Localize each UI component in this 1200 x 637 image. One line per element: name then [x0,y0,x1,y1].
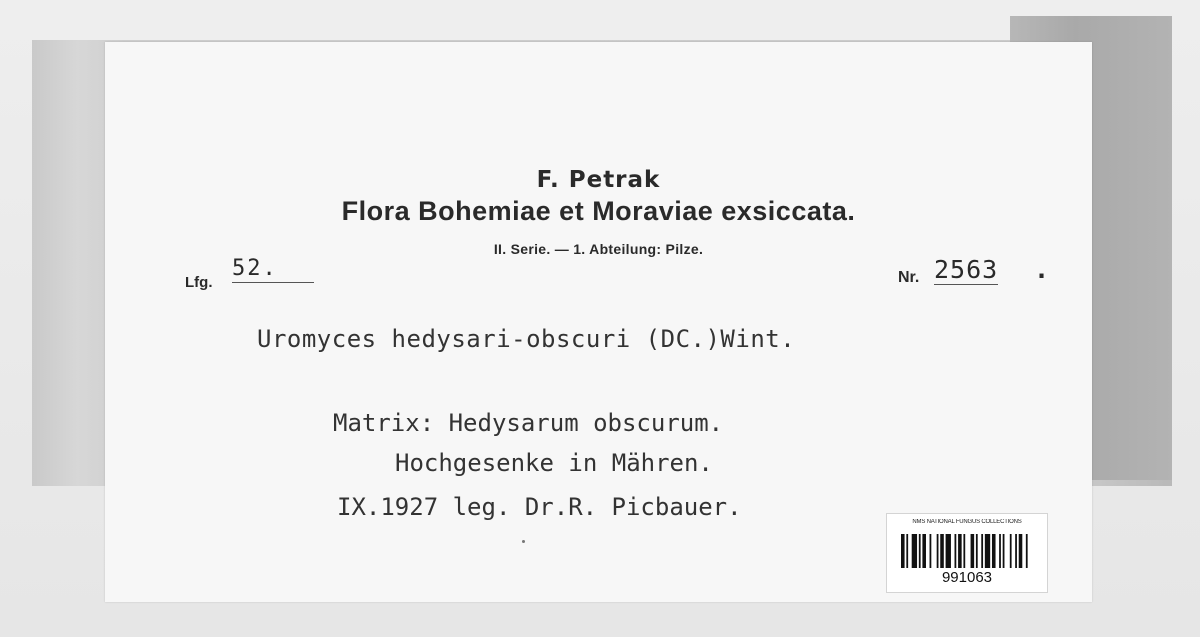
barcode-number: 991063 [941,569,993,586]
nr-value: 2563 [934,255,999,284]
lfg-label: Lfg. [185,274,213,291]
barcode-caption: NMS NATIONAL FUNGUS COLLECTIONS [912,519,1022,525]
lfg-value: 52. [232,256,314,283]
nr-suffix: . [1034,255,1050,284]
nr-label: Nr. [898,269,920,286]
collector-name: F. Petrak [536,167,661,193]
locality-line: Hochgesenke in Mähren. [395,449,713,477]
ink-speck [522,540,525,543]
matrix-line: Matrix: Hedysarum obscurum. [333,409,724,437]
barcode-icon [901,534,1033,568]
date-collector-line: IX.1927 leg. Dr.R. Picbauer. [337,493,742,521]
series-subtitle: II. Serie. — 1. Abteilung: Pilze. [493,241,704,257]
species-name: Uromyces hedysari-obscuri (DC.)Wint. [257,325,796,353]
series-title: Flora Bohemiae et Moraviae exsiccata. [341,196,856,226]
barcode-sticker [886,513,1048,593]
